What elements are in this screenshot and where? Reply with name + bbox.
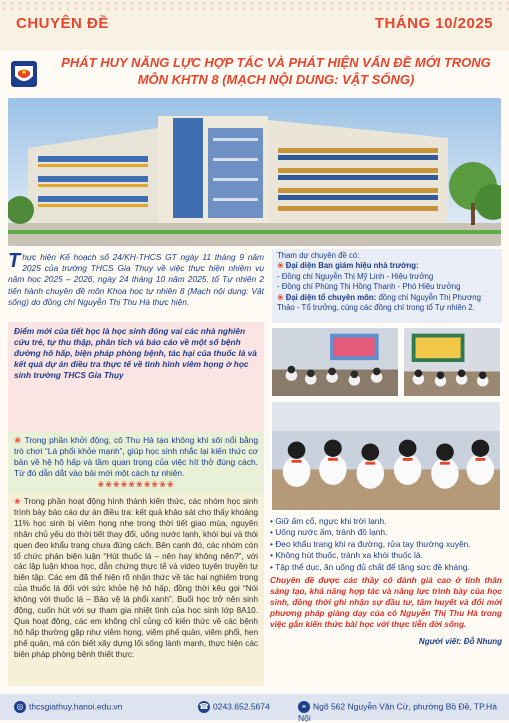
page-header xyxy=(0,0,509,50)
classroom-photo-students xyxy=(270,400,502,512)
flower-icon: ❀ xyxy=(14,497,22,506)
globe-icon: ◎ xyxy=(14,701,26,713)
prevention-tips xyxy=(270,516,502,686)
article-title: PHÁT HUY NĂNG LỰC HỢP TÁC VÀ PHÁT HIỆN VẤN ĐỀ MỚI TRONG MÔN KHTN 8 (MẠCH NỘI DUNG: VẬT SỐNG) xyxy=(61,55,491,87)
classroom-photo-board xyxy=(402,326,502,398)
footer-phone[interactable] xyxy=(198,701,270,713)
school-building-photo xyxy=(8,98,501,246)
flower-icon: ❀ xyxy=(14,435,22,445)
intro-paragraph xyxy=(8,252,264,318)
attendees-box xyxy=(272,249,502,323)
flower-icon: ❀ xyxy=(277,292,284,302)
attendees-heading: Tham dự chuyên đề có: xyxy=(277,251,360,260)
tip-item: • Đeo khẩu trang khi ra đường, rửa tay thường xuyên. xyxy=(270,538,471,549)
school-logo-icon xyxy=(10,60,38,88)
attendee-item: - Đồng chí Nguyễn Thị Mỹ Linh - Hiệu trưởng xyxy=(277,271,434,281)
location-icon: ⌖ xyxy=(298,701,310,713)
phone-icon: ☎ xyxy=(199,702,209,711)
dotted-pattern xyxy=(0,0,509,12)
attendees-group-dept: Đại diện tổ chuyên môn: xyxy=(285,292,377,302)
tip-item: • Giữ ấm cổ, ngực khi trời lạnh. xyxy=(270,516,387,526)
classroom-photo-presentation xyxy=(270,326,400,398)
attendee-item: đồng chí Nguyễn Thị Phương Thảo - Tổ trưởng, cùng các đồng chí trong tổ Tự nhiên 2. xyxy=(277,292,481,313)
drop-cap: T xyxy=(8,250,21,272)
footer-website[interactable] xyxy=(14,701,122,713)
warmup-paragraph xyxy=(8,432,264,496)
section-label: CHUYÊN ĐỀ xyxy=(16,15,109,32)
page-footer xyxy=(0,694,509,723)
tip-item: • Uống nước ấm, tránh đồ lạnh. xyxy=(270,527,388,538)
attendee-item: - Đồng chí Phùng Thị Hồng Thanh - Phó Hiệu trưởng xyxy=(277,282,461,292)
activity-text: Trong phần hoạt động hình thành kiến thức, các nhóm học sinh trình bày báo cáo dự án điều tra: kết quả khảo sát cho thấy khoảng 11% học sinh bị viêm họng nhẹ trong thời tiết giao mùa, nguyên nhân chủ yếu do thời tiết thay đổi, uống nước lạnh, khói bụi và thói quen đeo khẩu trang chưa đúng cách. Bên cạnh đó, các nhóm còn tổ chức phản biện luận “Hút thuốc lá – nên hay không nên?”, với các lập luận khoa học, dẫn chứng thực tế và video tuyên truyền tự biên tập. Các em đã thể hiện rõ nhận thức về tác hại nghiêm trọng của thuốc lá đối với sức khỏe hệ hô hấp, đồng thời kêu gọi “Nói không với thuốc lá – Bảo vệ lá phổi xanh”. Buổi học trở nên sinh động, cuốn hút với sự tham gia nhiệt tình của học sinh lớp 8A10. Qua hoạt động, các em không chỉ củng cố kiến thức về các bệnh hô hấp thường gặp như viêm họng, viêm phế quản, viêm phổi, hen phế quản, mà còn biết xây dựng lối sống lành mạnh, thực hiện các biện pháp phòng bệnh thiết thực: xyxy=(14,497,258,659)
flower-icon: ❀ xyxy=(277,261,284,271)
website-text: thcsgiathuy.hanoi.edu.vn xyxy=(29,701,123,712)
flower-divider: ❀❀❀❀❀❀❀❀❀❀ xyxy=(97,480,175,489)
conclusion-paragraph: Chuyên đề được các thầy cô đánh giá cao ở tính thân sáng tạo, khả năng hợp tác và năng lực trình bày của học sinh, đồng thời ghi nhận sự đầu tư, tâm huyết và đổi mới phương pháp giảng dạy của cô Nguyễn Thị Thu Hà trong việc gắn kiến thức bài học với thực tiễn đời sống. xyxy=(270,575,502,630)
author-credit: Người viết: Đỗ Nhung xyxy=(418,637,502,647)
attendees-group-board: Đại diện Ban giám hiệu nhà trường: xyxy=(285,261,419,271)
tip-item: • Tập thể dục, ăn uống đủ chất để tăng sức đề kháng. xyxy=(270,561,470,572)
warmup-text: Trong phần khởi động, cô Thu Hà tạo không khí sôi nổi bằng trò chơi “Lá phổi khỏe mạnh”, giúp học sinh nhắc lại kiến thức cơ bản về hệ hô hấp và tầm quan trọng của việc hít thở đúng cách. Từ đó dẫn dắt vào bài mới một cách tự nhiên. xyxy=(14,435,258,478)
address-text: Ngõ 562 Nguyễn Văn Cừ, phường Bồ Đề, TP.Hà Nội xyxy=(298,701,497,723)
tip-item: • Không hút thuốc, tránh xa khói thuốc lá. xyxy=(270,550,423,561)
phone-text: 0243.652.5674 xyxy=(213,701,270,712)
activity-paragraph xyxy=(8,494,264,686)
intro-text: hực hiện Kế hoạch số 24/KH-THCS GT ngày 11 tháng 9 năm 2025 của trường THCS Gia Thụy về việc thực hiện nhiệm vụ năm học 2025 – 2026, ngày 24 tháng 10 năm 2025, tổ Tự nhiên 2 tiến hành chuyên đề môn Khoa học tự nhiên 8 (Mạch nội dung: Vật sống) do đồng chí Nguyễn Thị Thu Hà thực hiện. xyxy=(8,252,264,307)
issue-month: THÁNG 10/2025 xyxy=(374,15,493,32)
highlight-summary: Điểm mới của tiết học là học sinh đóng vai các nhà nghiên cứu trẻ, tự thu thập, phân tích và báo cáo về một số bệnh đường hô hấp, biện pháp phòng bệnh, tác hại của thuốc lá và kết quả dự án điều tra thực tế về tình hình viêm họng ở học sinh trường THCS Gia Thụy xyxy=(8,322,264,432)
